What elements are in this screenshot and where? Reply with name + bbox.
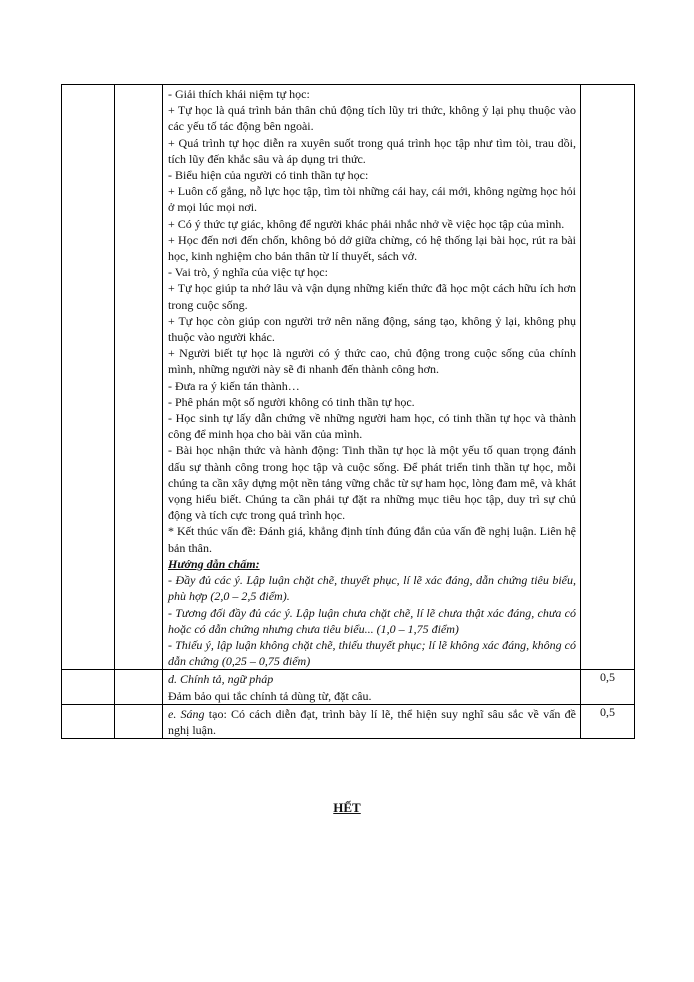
criteria-e-text: tạo: Có cách diễn đạt, trình bày lí lẽ, thể hiện suy nghĩ sâu sắc về vấn đề nghị luận. [168,706,576,737]
grading-table [61,84,635,739]
part-cell [62,670,115,704]
question-cell [115,670,163,704]
part-cell [62,85,115,670]
criteria-d-title: d. Chính tả, ngữ pháp [168,672,274,687]
criteria-e-title: e. Sáng [168,706,205,721]
question-cell [115,85,163,670]
content-line: + Học đến nơi đến chốn, không bỏ dở giữa chừng, có hệ thống lại bài học, rút ra bài học, kinh nghiệm cho bản thân từ lí thuyết, sách vở. [168,232,576,264]
content-line: + Tự học là quá trình bản thân chủ động tích lũy tri thức, không ỷ lại phụ thuộc vào các yếu tố tác động bên ngoài. [168,103,576,134]
content-line: - Học sinh tự lấy dẫn chứng về những người ham học, có tinh thần tự học và thành công để minh họa cho bài văn của mình. [168,411,576,442]
grading-guide-item: - Tương đối đầy đủ các ý. Lập luận chưa chặt chẽ, lí lẽ chưa thật xác đáng, chưa có hoặc có dẫn chứng nhưng chưa tiêu biểu... (1,0 – 1,75 điểm) [168,605,576,636]
table-row [62,670,635,704]
criteria-d-cell [163,670,581,704]
grading-guide-item: - Thiếu ý, lập luận không chặt chẽ, thiếu thuyết phục; lí lẽ không xác đáng, không có dẫn chứng (0,25 – 0,75 điểm) [168,637,576,669]
content-line: + Tự học còn giúp con người trở nên năng động, sáng tạo, không ỷ lại, không phụ thuộc vào người khác. [168,313,576,345]
content-line: - Vai trò, ý nghĩa của việc tự học: [168,265,328,280]
content-line: - Giải thích khái niệm tự học: [168,87,310,101]
criteria-e-cell [163,704,581,738]
table-row [62,85,635,670]
criteria-e-score: 0,5 [581,704,635,738]
content-line: + Luôn cố gắng, nỗ lực học tập, tìm tòi những cái hay, cái mới, không ngừng học hỏi ở mọi lúc mọi nơi. [168,184,576,215]
content-cell [163,85,581,670]
content-line: + Quá trình tự học diễn ra xuyên suốt trong quá trình học tập như tìm tòi, trau dồi, tích lũy đến khắc sâu và áp dụng tri thức. [168,135,576,166]
question-cell [115,704,163,738]
content-line: + Có ý thức tự giác, không để người khác phải nhắc nhở về việc học tập của mình. [168,216,565,231]
part-cell [62,704,115,738]
grading-guide-item: - Đầy đủ các ý. Lập luận chặt chẽ, thuyết phục, lí lẽ xác đáng, dẫn chứng tiêu biểu, phù hợp (2,0 – 2,5 điểm). [168,573,576,604]
content-line: - Phê phán một số người không có tinh thần tự học. [168,394,415,409]
table-row [62,704,635,738]
criteria-d-text: Đảm bảo qui tắc chính tả dùng từ, đặt câu. [168,688,372,703]
content-line: - Đưa ra ý kiến tán thành… [168,378,300,393]
grading-guide-title: Hướng dẫn chấm: [168,556,260,571]
content-block [163,85,580,669]
content-line: + Tự học giúp ta nhớ lâu và vận dụng những kiến thức đã học một cách hữu ích hơn trong cuộc sống. [168,281,576,312]
end-mark: HẾT [333,800,361,815]
content-line: - Biểu hiện của người có tinh thần tự học: [168,168,369,183]
criteria-d-score: 0,5 [581,670,635,704]
content-line: + Người biết tự học là người có ý thức cao, chủ động trong cuộc sống của chính mình, những người này sẽ đi nhanh đến thành công hơn. [168,346,576,377]
content-line: - Bài học nhận thức và hành động: Tinh thần tự học là một yếu tố quan trọng đánh dấu sự thành công trong học tập và cuộc sống. Để phát triển tinh thần tự học, mỗi chúng ta cần xây dựng một nền tảng vững chắc từ sự ham học, lòng đam mê, và khát vọng hiểu biết. Chúng ta cần phải tự đặt ra những mục tiêu học tập, duy trì sự chủ động và tích cực trong quá trình học. [168,443,576,523]
content-line: * Kết thúc vấn đề: Đánh giá, khẳng định tính đúng đắn của vấn đề nghị luận. Liên hệ bản thân. [168,524,576,555]
score-cell [581,85,635,670]
